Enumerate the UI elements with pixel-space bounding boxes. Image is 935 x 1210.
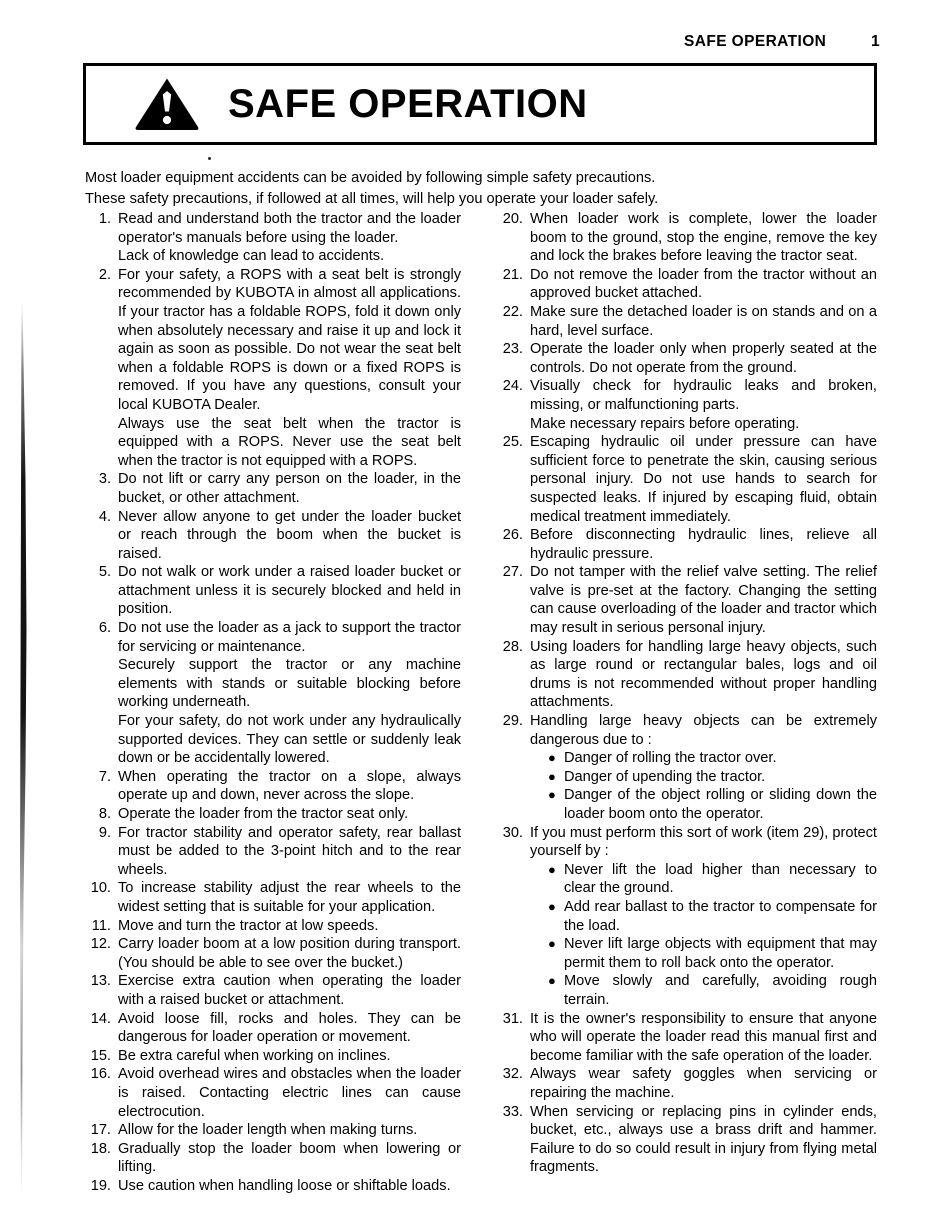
safety-item [85, 470, 461, 507]
safety-item-body [118, 266, 461, 471]
safety-item-number: 28. [502, 638, 523, 655]
bullet-text: Never lift the load higher than necessary to clear the ground. [564, 861, 877, 897]
safety-item [497, 340, 877, 377]
safety-item-number: 6. [98, 620, 111, 637]
safety-item-body [118, 210, 461, 266]
safety-item-body [118, 1177, 461, 1196]
safety-item-paragraph: Always use the seat belt when the tractor is equipped with a ROPS. Never use the seat belt when the tractor is not equipped with a ROPS. [118, 415, 461, 469]
safety-item-paragraph: For tractor stability and operator safety, rear ballast must be added to the 3-point hitch and to the rear wheels. [118, 824, 461, 878]
safety-item-paragraph: Exercise extra caution when operating the loader with a raised bucket or attachment. [118, 973, 461, 1008]
safety-item-number: 13. [90, 973, 111, 990]
safety-item-body [118, 935, 461, 972]
safety-item-number: 5. [98, 564, 111, 581]
safety-item-number: 10. [90, 880, 111, 897]
safety-item-paragraph: Move and turn the tractor at low speeds. [118, 917, 379, 934]
safety-item-paragraph: For your safety, a ROPS with a seat belt is strongly recommended by KUBOTA in almost all applications. If your tractor has a foldable ROPS, fold it down only when absolutely necessary and raise it up and lock it again as soon as possible. Do not wear the seat belt when a foldable ROPS is down or a fixed ROPS is removed. If you have any questions, consult your local KUBOTA Dealer. [118, 266, 461, 413]
safety-item-paragraph: When operating the tractor on a slope, always operate up and down, never across the slope. [118, 768, 461, 804]
safety-item-number: 17. [90, 1122, 111, 1139]
safety-item-number: 4. [98, 508, 111, 525]
safety-item-paragraph: Before disconnecting hydraulic lines, relieve all hydraulic pressure. [530, 527, 877, 562]
section-title-banner [83, 63, 877, 145]
safety-item [85, 879, 461, 916]
safety-item-paragraph: Visually check for hydraulic leaks and broken, missing, or malfunctioning parts. [530, 378, 877, 413]
safety-item-bullet [548, 786, 877, 823]
safety-item [85, 917, 461, 936]
safety-item-bullet-list [530, 861, 877, 1010]
safety-item-paragraph: Use caution when handling loose or shiftable loads. [118, 1177, 451, 1194]
safety-item-number: 33. [502, 1103, 523, 1120]
safety-item [85, 935, 461, 972]
safety-item-body [118, 619, 461, 768]
safety-item [85, 1140, 461, 1177]
safety-item [497, 377, 877, 433]
running-head [0, 33, 880, 51]
safety-item-number: 27. [502, 564, 523, 581]
safety-item-bullet [548, 972, 877, 1009]
safety-item [85, 1121, 461, 1140]
safety-item-number: 15. [90, 1047, 111, 1064]
safety-item-number: 30. [502, 824, 523, 841]
safety-item-paragraph: Carry loader boom at a low position during transport. (You should be able to see over the bucket.) [118, 936, 461, 971]
safety-item [497, 638, 877, 712]
safety-item-body [530, 1103, 877, 1177]
safety-item [497, 824, 877, 1010]
safety-item [85, 1010, 461, 1047]
safety-item-paragraph: When loader work is complete, lower the loader boom to the ground, stop the engine, remove the key and lock the brakes before leaving the tractor seat. [530, 211, 877, 265]
safety-item-body [530, 638, 877, 712]
safety-item-paragraph: Do not walk or work under a raised loader bucket or attachment unless it is securely blocked and held in position. [118, 564, 461, 618]
safety-item-paragraph: Operate the loader only when properly seated at the controls. Do not operate from the ground. [530, 341, 877, 376]
safety-item-body [530, 712, 877, 824]
safety-item-body [118, 470, 461, 507]
intro-line-2: These safety precautions, if followed at all times, will help you operate your loader safely. [85, 191, 659, 207]
safety-item-bullet [548, 861, 877, 898]
safety-item [85, 824, 461, 880]
safety-item-number: 19. [90, 1177, 111, 1194]
safety-item-number: 11. [91, 917, 111, 934]
safety-item-number: 20. [502, 211, 523, 227]
safety-item-paragraph: Gradually stop the loader boom when lowering or lifting. [118, 1140, 461, 1176]
safety-item [497, 266, 877, 303]
safety-item-number: 25. [502, 434, 523, 451]
safety-item-body [530, 433, 877, 526]
safety-item-bullet [548, 749, 877, 768]
safety-item-paragraph: Never allow anyone to get under the loader bucket or reach through the boom when the bucket is raised. [118, 508, 461, 562]
safety-item-paragraph: Avoid overhead wires and obstacles when the loader is raised. Contacting electric lines can cause electrocution. [118, 1066, 461, 1120]
safety-item-bullet-list [530, 749, 877, 823]
safety-item-body [118, 1140, 461, 1177]
safety-item-body [530, 563, 877, 637]
safety-item-body [530, 1065, 877, 1102]
safety-item [497, 526, 877, 563]
safety-item-number: 23. [502, 341, 523, 358]
safety-item-body [118, 879, 461, 916]
safety-item [85, 768, 461, 805]
safety-item-body [118, 972, 461, 1009]
safety-item [85, 805, 461, 824]
bullet-text: Danger of upending the tractor. [564, 768, 766, 785]
safety-item-paragraph: It is the owner's responsibility to ensure that anyone who will operate the loader read this manual first and become familiar with the safe operation of the loader. [530, 1010, 877, 1064]
safety-item-body [118, 508, 461, 564]
bullet-dot-icon: ● [548, 861, 556, 877]
safety-item-paragraph: Always wear safety goggles when servicing or repairing the machine. [530, 1066, 877, 1101]
safety-item [85, 619, 461, 768]
intro-paragraph [85, 168, 785, 210]
safety-item-body [530, 303, 877, 340]
warning-triangle-icon [134, 77, 200, 131]
safety-item-paragraph: Lack of knowledge can lead to accidents. [118, 248, 385, 265]
banner-title: SAFE OPERATION [228, 82, 588, 126]
safety-item [497, 210, 877, 266]
safety-item-paragraph: When servicing or replacing pins in cylinder ends, bucket, etc., always use a brass drift and hammer. Failure to do so could result in injury from flying metal fragments. [530, 1103, 877, 1176]
safety-item [85, 210, 461, 266]
safety-item-number: 18. [90, 1140, 111, 1157]
safety-item-body [118, 768, 461, 805]
bullet-text: Add rear ballast to the tractor to compensate for the load. [564, 898, 877, 934]
safety-item-paragraph: Make necessary repairs before operating. [530, 415, 800, 432]
safety-item-body [530, 824, 877, 1010]
scan-gutter-artifact [18, 300, 27, 1200]
safety-item-paragraph: Make sure the detached loader is on stands and on a hard, level surface. [530, 303, 877, 339]
safety-item-body [530, 266, 877, 303]
safety-item-paragraph: Do not remove the loader from the tractor without an approved bucket attached. [530, 266, 877, 302]
safety-item-paragraph: Handling large heavy objects can be extremely dangerous due to : [530, 713, 877, 748]
safety-item-number: 2. [98, 266, 111, 283]
safety-item-paragraph: Avoid loose fill, rocks and holes. They can be dangerous for loader operation or movement. [118, 1010, 461, 1046]
safety-item [497, 433, 877, 526]
safety-item-paragraph: If you must perform this sort of work (item 29), protect yourself by : [530, 824, 877, 860]
safety-item [497, 1065, 877, 1102]
bullet-text: Danger of rolling the tractor over. [564, 750, 777, 767]
safety-item-paragraph: To increase stability adjust the rear wheels to the widest setting that is suitable for your application. [118, 880, 461, 915]
bullet-text: Move slowly and carefully, avoiding rough terrain. [564, 973, 877, 1008]
safety-item-number: 31. [502, 1010, 523, 1027]
safety-item [85, 1065, 461, 1121]
safety-item-paragraph: Securely support the tractor or any machine elements with stands or suitable blocking before working underneath. [118, 657, 461, 711]
safety-list-left-column [85, 210, 461, 1195]
safety-item-number: 8. [98, 806, 111, 822]
safety-item-paragraph: Using loaders for handling large heavy objects, such as large round or rectangular bales, logs and oil drums is not recommended without proper handling attachments. [530, 638, 877, 711]
safety-item-body [530, 210, 877, 266]
safety-item-number: 16. [90, 1066, 111, 1083]
safety-item [497, 1010, 877, 1066]
safety-item-paragraph: Do not lift or carry any person on the loader, in the bucket, or other attachment. [118, 471, 461, 506]
safety-item-body [118, 1047, 461, 1066]
safety-item-paragraph: Be extra careful when working on inclines. [118, 1047, 391, 1064]
safety-item-number: 1. [98, 211, 111, 227]
safety-item-number: 26. [502, 527, 523, 544]
safety-item-body [118, 917, 461, 936]
safety-item-body [530, 526, 877, 563]
safety-item-paragraph: Do not use the loader as a jack to support the tractor for servicing or maintenance. [118, 620, 461, 655]
bullet-dot-icon: ● [548, 973, 556, 989]
safety-item-bullet [548, 935, 877, 972]
safety-item-bullet [548, 768, 877, 787]
safety-item-number: 32. [502, 1066, 523, 1083]
safety-item [497, 563, 877, 637]
safety-item-number: 22. [502, 303, 523, 320]
safety-item-body [118, 1065, 461, 1121]
bullet-text: Never lift large objects with equipment that may permit them to roll back onto the operator. [564, 936, 877, 971]
intro-line-1: Most loader equipment accidents can be avoided by following simple safety precautions. [85, 170, 656, 186]
safety-item [85, 972, 461, 1009]
safety-item [85, 1047, 461, 1066]
bullet-dot-icon: ● [548, 898, 556, 914]
safety-item-number: 29. [502, 713, 523, 730]
scan-speck-artifact [208, 157, 211, 160]
page-number: 1 [870, 33, 880, 50]
bullet-dot-icon: ● [548, 750, 556, 766]
safety-item-paragraph: Operate the loader from the tractor seat only. [118, 806, 409, 822]
safety-item-paragraph: Do not tamper with the relief valve setting. The relief valve is pre-set at the factory. Changing the setting can cause overloading of the loader and tractor which may result in serious personal injury. [530, 564, 877, 637]
safety-item [85, 266, 461, 471]
bullet-dot-icon: ● [548, 768, 556, 784]
safety-item-number: 21. [502, 266, 523, 283]
bullet-text: Danger of the object rolling or sliding down the loader boom onto the operator. [564, 787, 877, 822]
safety-item [497, 1103, 877, 1177]
safety-item-body [530, 377, 877, 433]
safety-item-number: 3. [98, 471, 111, 488]
safety-item [85, 563, 461, 619]
safety-item [85, 508, 461, 564]
safety-item-body [118, 1121, 461, 1140]
bullet-dot-icon: ● [548, 787, 556, 803]
safety-item-body [118, 1010, 461, 1047]
safety-item-paragraph: Read and understand both the tractor and the loader operator's manuals before using the loader. [118, 211, 461, 246]
safety-item-number: 9. [98, 824, 111, 841]
bullet-dot-icon: ● [548, 936, 556, 952]
safety-item-number: 24. [502, 378, 523, 395]
safety-item-paragraph: Escaping hydraulic oil under pressure can have sufficient force to penetrate the skin, causing serious personal injury. Do not use hands to search for suspected leaks. If injured by escaping fluid, obtain medical treatment immediately. [530, 434, 877, 525]
safety-item [497, 712, 877, 824]
safety-item-body [118, 805, 461, 824]
safety-item-body [530, 340, 877, 377]
safety-list-right-column [497, 210, 877, 1177]
safety-item-number: 14. [90, 1010, 111, 1027]
safety-item [85, 1177, 461, 1196]
safety-item-number: 12. [90, 936, 111, 953]
safety-item-body [118, 563, 461, 619]
safety-item-paragraph: Allow for the loader length when making turns. [118, 1122, 418, 1139]
safety-item-body [118, 824, 461, 880]
safety-item-body [530, 1010, 877, 1066]
safety-item [497, 303, 877, 340]
safety-item-bullet [548, 898, 877, 935]
safety-item-paragraph: For your safety, do not work under any hydraulically supported devices. They can settle or suddenly leak down or be accidentally lowered. [118, 713, 461, 767]
running-head-title: SAFE OPERATION [684, 33, 827, 50]
safety-item-number: 7. [98, 768, 111, 785]
